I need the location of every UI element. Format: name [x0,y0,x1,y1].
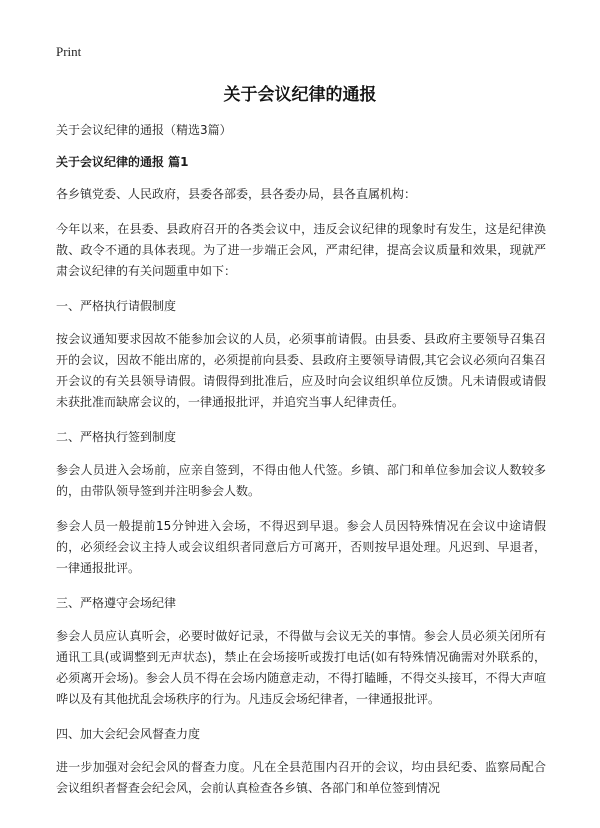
heading-leave-system: 一、严格执行请假制度 [56,299,177,313]
document-body [56,120,546,813]
paragraph-intro: 今年以来，在县委、县政府召开的各类会议中，违反会议纪律的现象时有发生，这是纪律涣散、政令不通的具体表现。为了进一步端正会风，严肃纪律，提高会议质量和效果，现就严肃会议纪律的有关问题重申如下： [56,222,546,278]
heading-supervision: 四、加大会纪会风督查力度 [56,727,201,741]
print-link[interactable]: Print [56,44,82,59]
paragraph-venue-discipline: 参会人员应认真听会，必要时做好记录，不得做与会议无关的事情。参会人员必须关闭所有通讯工具(或调整到无声状态)，禁止在会场接听或拨打电话(如有特殊情况确需对外联系的，必须离开会场)。参会人员不得在会场内随意走动，不得打瞌睡，不得交头接耳，不得大声喧哗以及有其他扰乱会场秩序的行为。凡违反会场纪律者，一律通报批评。 [56,629,546,706]
heading-sign-in-system: 二、严格执行签到制度 [56,430,177,444]
heading-venue-discipline: 三、严格遵守会场纪律 [56,596,177,610]
paragraph-leave-system: 按会议通知要求因故不能参加会议的人员，必须事前请假。由县委、县政府主要领导召集召开的会议，因故不能出席的，必须提前向县委、县政府主要领导请假,其它会议必须向召集召开会议的有关县领导请假。请假得到批准后，应及时向会议组织单位反馈。凡未请假或请假未获批准而缺席会议的，一律通报批评，并追究当事人纪律责任。 [56,332,546,409]
paragraph-salutation: 各乡镇党委、人民政府，县委各部委，县各委办局，县各直属机构： [56,187,417,201]
paragraph-sign-in-1: 参会人员进入会场前，应亲自签到，不得由他人代签。乡镇、部门和单位参加会议人数较多的，由带队领导签到并注明参会人数。 [56,463,546,498]
document-subtitle: 关于会议纪律的通报（精选3篇） [56,123,232,137]
section-title: 关于会议纪律的通报 篇1 [56,155,189,169]
page-title: 关于会议纪律的通报 [223,85,377,105]
paragraph-sign-in-2: 参会人员一般提前15分钟进入会场，不得迟到早退。参会人员因特殊情况在会议中途请假的，必须经会议主持人或会议组织者同意后方可离开，否则按早退处理。凡迟到、早退者，一律通报批评。 [56,519,546,575]
paragraph-supervision: 进一步加强对会纪会风的督查力度。凡在全县范围内召开的会议，均由县纪委、监察局配合会议组织者督查会纪会风，会前认真检查各乡镇、各部门和单位签到情况 [56,760,546,795]
